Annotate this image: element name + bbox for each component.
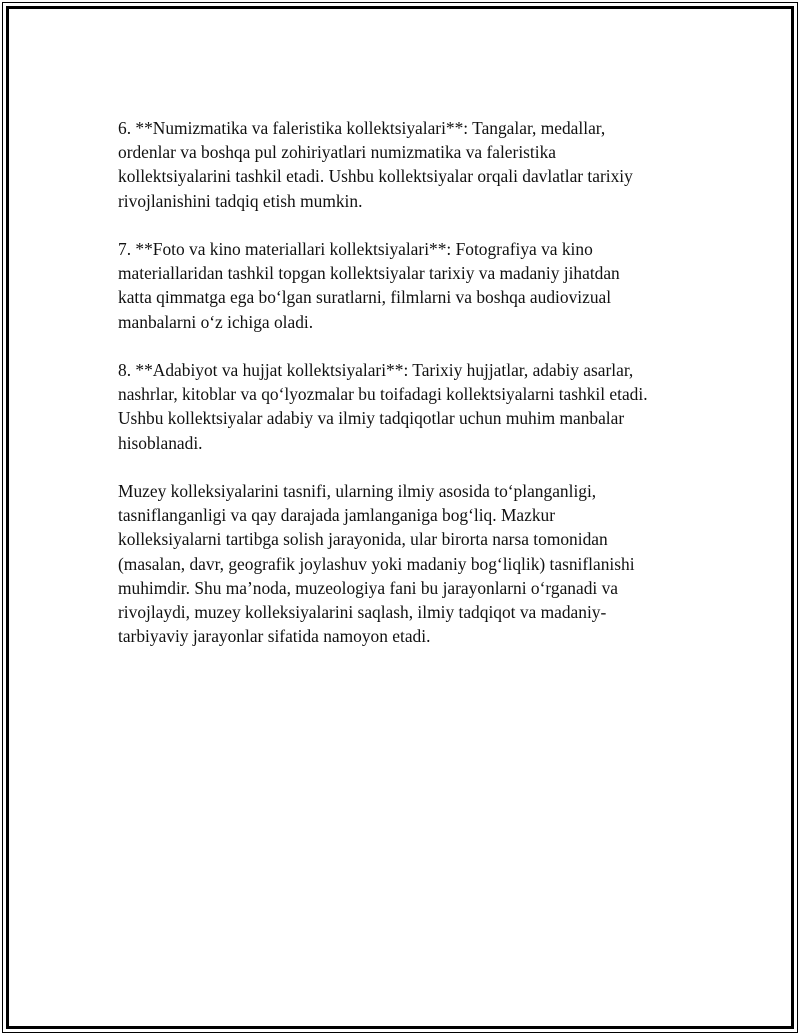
- paragraph-literature-document-collections: 8. **Adabiyot va hujjat kollektsiyalari**: Tarixiy hujjatlar, adabiy asarlar, nashrlar, kitoblar va qo‘lyozmalar bu toifadagi kollektsiyalarni tashkil etadi. Ushbu kollektsiyalar adabiy va ilmiy tadqiqotlar uchun muhim manbalar hisoblanadi.: [118, 360, 648, 453]
- document-body: [118, 116, 690, 673]
- paragraph-numismatics-collections: 6. **Numizmatika va faleristika kollektsiyalari**: Tangalar, medallar, ordenlar va boshqa pul zohiriyatlari numizmatika va faleristika kollektsiyalarini tashkil etadi. Ushbu kollektsiyalar orqali davlatlar tarixiy rivojlanishini tadqiq etish mumkin.: [118, 118, 633, 211]
- paragraph-collection-classification: Muzey kolleksiyalarini tasnifi, ularning ilmiy asosida to‘planganligi, tasniflanganligi va qay darajada jamlanganiga bog‘liq. Mazkur kolleksiyalarni tartibga solish jarayonida, ular birorta narsa tomonidan (masalan, davr, geografik joylashuv yoki madaniy bog‘liqlik) tasniflanishi muhimdir. Shu ma’noda, muzeologiya fani bu jarayonlarni o‘rganadi va rivojlaydi, muzey kolleksiyalarini saqlash, ilmiy tadqiqot va madaniy- tarbiyaviy jarayonlar sifatida namoyon etadi.: [118, 481, 635, 647]
- paragraph-photo-film-collections: 7. **Foto va kino materiallari kollektsiyalari**: Fotografiya va kino materiallaridan tashkil topgan kollektsiyalar tarixiy va madaniy jihatdan katta qimmatga ega bo‘lgan suratlarni, filmlarni va boshqa audiovizual manbalarni o‘z ichiga oladi.: [118, 239, 620, 332]
